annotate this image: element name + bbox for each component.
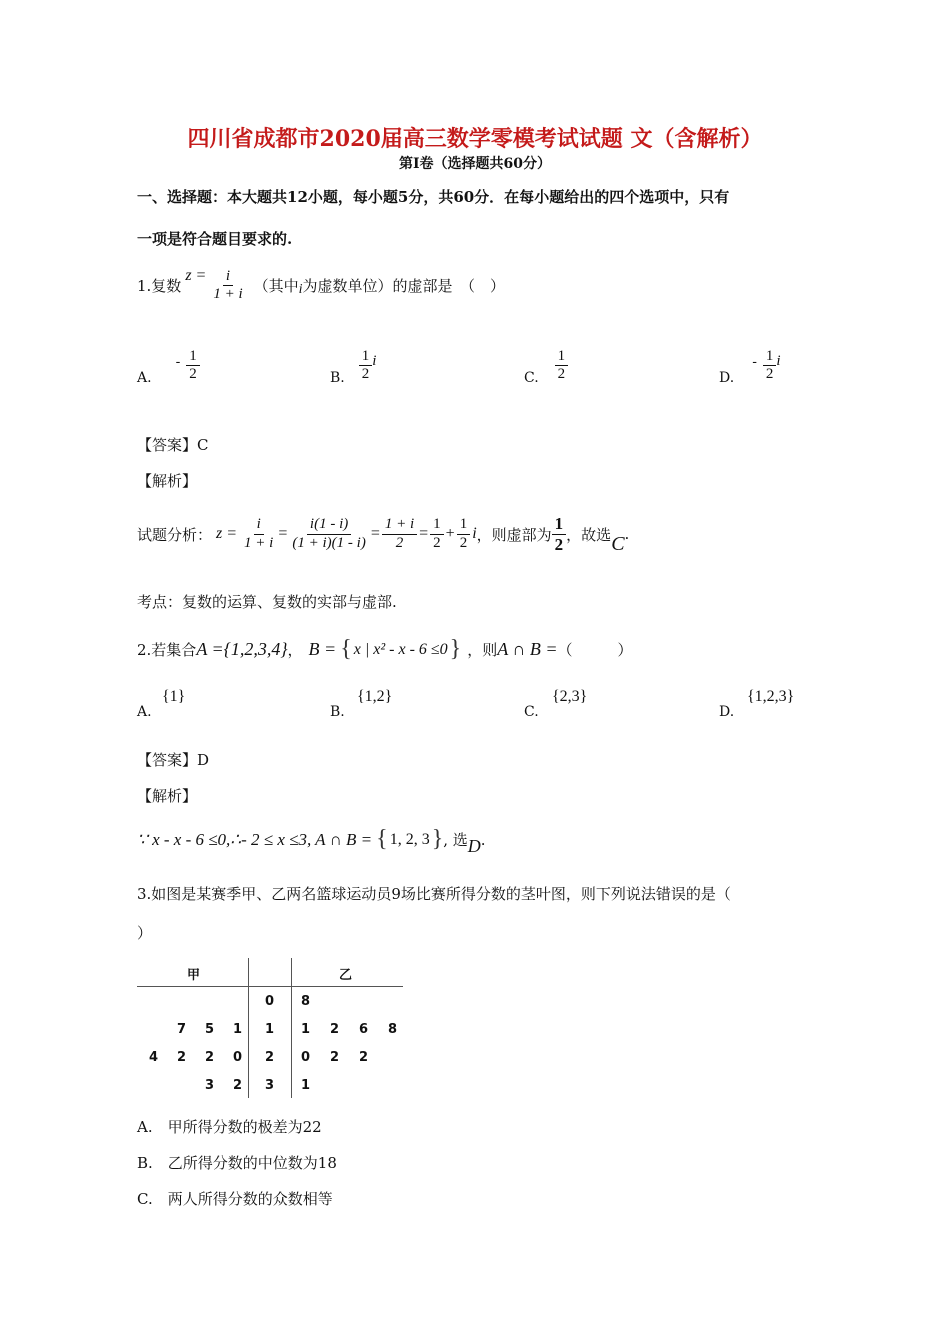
left-leaf: 3 bbox=[205, 1078, 215, 1093]
section-intro-line2: 一项是符合题目要求的. bbox=[137, 230, 293, 248]
left-leaf: 2 bbox=[205, 1050, 215, 1065]
work-mid: ，则虚部为 bbox=[476, 525, 552, 544]
work-frac-5: $\frac{1}{2}$ bbox=[457, 516, 471, 552]
stem-3: 3 bbox=[265, 1078, 275, 1093]
right-leaf: 2 bbox=[330, 1050, 340, 1065]
work-frac-1: $\frac{i}{1 + i}$ bbox=[244, 516, 274, 551]
q2-answer: 【答案】D bbox=[137, 751, 210, 769]
q1-analysis-heading: 【解析】 bbox=[137, 472, 198, 490]
work-z: z = bbox=[216, 525, 238, 543]
option-label: D. bbox=[719, 369, 735, 386]
q1-suffix2: 为虚数单位）的虚部是 （ ） bbox=[302, 277, 506, 296]
q2-work-dot: . bbox=[480, 830, 486, 849]
table-top-rule bbox=[137, 986, 403, 987]
right-leaf: 0 bbox=[301, 1050, 311, 1065]
q2-work-main: ∵ x - x - 6 ≤0,∴- 2 ≤ x ≤3, A ∩ B = bbox=[137, 829, 373, 849]
option-value: {1,2,3} bbox=[747, 688, 795, 705]
left-leaf: 5 bbox=[205, 1022, 215, 1037]
work-end: ，故选 bbox=[566, 525, 612, 544]
work-eq: = bbox=[419, 525, 429, 543]
left-leaf: 2 bbox=[233, 1078, 243, 1093]
q3-option-a[interactable]: A. 甲所得分数的极差为22 bbox=[137, 1118, 322, 1136]
q1-den: 1 + i bbox=[213, 286, 243, 303]
stem-leaf-plot bbox=[137, 958, 407, 1098]
option-fraction: $\frac{1}{2}$ bbox=[763, 348, 777, 384]
stem-1: 1 bbox=[265, 1022, 275, 1037]
work-i: i bbox=[472, 525, 477, 543]
work-frac-6: $\frac{1}{2}$ bbox=[552, 514, 567, 554]
q1-option-d[interactable] bbox=[719, 348, 781, 384]
question-2-stem: 2.若集合 A ={1,2,3,4} ， B = { x | x² - x - 6 ≤0 } ，则 A ∩ B = （ ） bbox=[137, 636, 633, 662]
q2-paren: （ ） bbox=[557, 641, 633, 659]
q1-option-b[interactable] bbox=[330, 348, 376, 384]
q2-expr: A ∩ B = bbox=[497, 639, 558, 659]
right-leaf: 2 bbox=[359, 1050, 369, 1065]
option-fraction: $\frac{1}{2}$ bbox=[186, 348, 200, 384]
work-eq: = bbox=[370, 525, 380, 543]
option-value: {1,2} bbox=[357, 688, 393, 705]
table-left-divider bbox=[248, 958, 249, 1098]
option-value: {1} bbox=[162, 688, 186, 705]
q2-work-choice: D bbox=[467, 836, 481, 856]
option-label: C. bbox=[524, 704, 539, 720]
option-label: D. bbox=[719, 704, 735, 720]
q2-then: ，则 bbox=[467, 641, 498, 659]
page-title: 四川省成都市2020届高三数学零模考试试题 文（含解析） bbox=[187, 126, 763, 152]
left-leaf: 1 bbox=[233, 1022, 243, 1037]
work-frac-3: $\frac{1 + i}{2}$ bbox=[382, 516, 417, 552]
page-subtitle: 第Ⅰ卷（选择题共60分） bbox=[398, 156, 552, 172]
q2-work-set: 1, 2, 3 bbox=[389, 830, 430, 848]
section-intro-line1: 一、选择题：本大题共12小题，每小题5分，共60分．在每小题给出的四个选项中，只有 bbox=[137, 188, 730, 206]
q1-point: 考点：复数的运算、复数的实部与虚部. bbox=[137, 593, 397, 611]
work-plus: + bbox=[445, 525, 455, 543]
option-sign: - bbox=[175, 353, 181, 370]
work-frac-2: $\frac{i(1 - i)}{(1 + i)(1 - i)}$ bbox=[292, 516, 366, 551]
q2-prefix: 2.若集合 bbox=[137, 641, 197, 659]
option-sign: - bbox=[752, 353, 757, 370]
right-leaf: 6 bbox=[359, 1022, 369, 1037]
q3-option-c[interactable]: C. 两人所得分数的众数相等 bbox=[137, 1190, 333, 1208]
stem-0: 0 bbox=[265, 994, 275, 1009]
work-choice: C bbox=[611, 532, 625, 555]
right-leaf: 8 bbox=[388, 1022, 398, 1037]
question-3-line2: ） bbox=[137, 924, 153, 942]
q2-set-b-label: B = bbox=[308, 639, 337, 659]
q1-z: z = bbox=[185, 266, 207, 284]
right-header: 乙 bbox=[339, 968, 353, 983]
right-leaf: 1 bbox=[301, 1022, 311, 1037]
option-i: i bbox=[372, 353, 377, 370]
right-leaf: 1 bbox=[301, 1078, 311, 1093]
right-leaf: 2 bbox=[330, 1022, 340, 1037]
left-leaf: 4 bbox=[149, 1050, 159, 1065]
q1-i: i bbox=[298, 281, 303, 297]
option-fraction: $\frac{1}{2}$ bbox=[359, 348, 373, 384]
option-label: A. bbox=[137, 369, 152, 386]
left-leaf: 0 bbox=[233, 1050, 243, 1065]
left-leaf: 7 bbox=[177, 1022, 187, 1037]
q1-fraction bbox=[210, 268, 245, 304]
option-i: i bbox=[776, 353, 781, 370]
work-frac-4: $\frac{1}{2}$ bbox=[430, 516, 444, 552]
left-leaf: 2 bbox=[177, 1050, 187, 1065]
q2-work-end: , 选 bbox=[443, 831, 468, 849]
q1-prefix: 1.复数 bbox=[137, 277, 182, 296]
option-label: A. bbox=[137, 704, 152, 720]
q2-set-a: A ={1,2,3,4} bbox=[196, 639, 288, 659]
option-label: B. bbox=[330, 369, 345, 386]
q3-option-b[interactable]: B. 乙所得分数的中位数为18 bbox=[137, 1154, 337, 1172]
q1-suffix1: （其中 bbox=[253, 277, 299, 296]
q2-set-b-inner: x | x² - x - 6 ≤0 bbox=[353, 640, 448, 658]
table-right-divider bbox=[291, 958, 292, 1098]
question-1-stem bbox=[137, 268, 505, 304]
analysis-prefix: 试题分析： bbox=[137, 525, 213, 544]
option-value: {2,3} bbox=[552, 688, 588, 705]
q1-option-a[interactable] bbox=[137, 348, 200, 384]
q1-option-c[interactable] bbox=[524, 348, 568, 384]
q2-comma: ， bbox=[287, 641, 303, 659]
q2-analysis-work: ∵ x - x - 6 ≤0,∴- 2 ≤ x ≤3, A ∩ B = { 1, 2, 3 } , 选 D . bbox=[137, 826, 486, 856]
question-3-line1: 3.如图是某赛季甲、乙两名篮球运动员9场比赛所得分数的茎叶图，则下列说法错误的是（ bbox=[137, 885, 731, 903]
q2-analysis-heading: 【解析】 bbox=[137, 787, 198, 805]
stem-2: 2 bbox=[265, 1050, 275, 1065]
left-header: 甲 bbox=[187, 968, 201, 983]
work-eq: = bbox=[278, 525, 288, 543]
q1-analysis-work bbox=[137, 514, 629, 554]
q1-answer: 【答案】C bbox=[137, 436, 209, 454]
right-leaf: 8 bbox=[301, 994, 311, 1009]
work-dot: . bbox=[624, 525, 630, 544]
option-label: B. bbox=[330, 704, 345, 720]
q1-num: i bbox=[223, 268, 233, 286]
option-fraction: $\frac{1}{2}$ bbox=[555, 348, 569, 384]
option-label: C. bbox=[524, 369, 539, 386]
